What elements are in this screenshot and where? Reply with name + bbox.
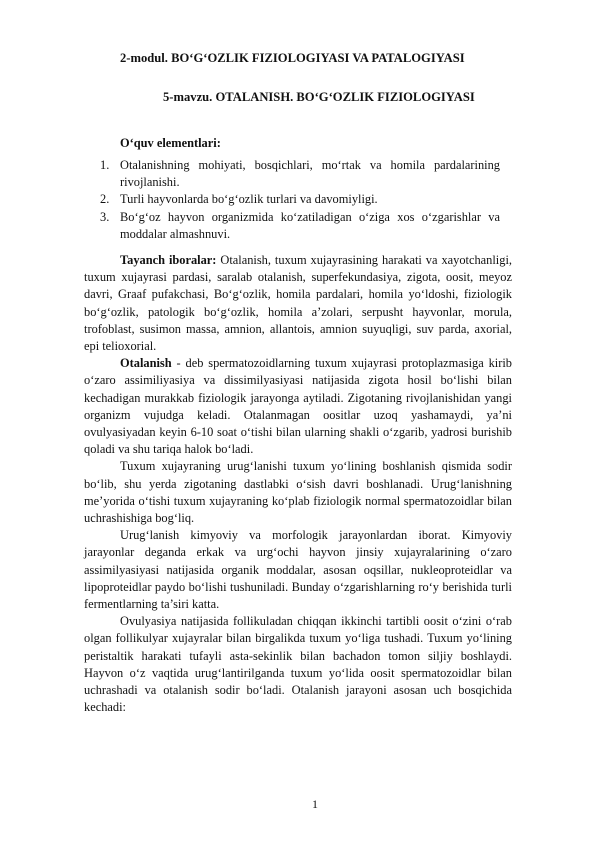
topic-title: 5-mavzu. OTALANISH. BO‘G‘OZLIK FIZIOLOGIYASI [163, 90, 475, 104]
list-item-number: 1. [100, 158, 110, 172]
body-text [84, 252, 512, 716]
paragraph-lead: Tayanch iboralar: [120, 253, 217, 267]
learning-elements-list [100, 157, 500, 243]
paragraph-lead: Otalanish [120, 356, 172, 371]
list-item-number: 2. [100, 192, 110, 207]
paragraph-text: - deb spermatozoidlarning tuxum xujayrasi protoplazmasiga kirib o‘zaro assimiliyasiya va dissimilyasiyasi natijasida zigota hosil bo‘lishi bilan kechadigan murakkab fiziologik jarayonga aytiladi. Zigotaning rivojlanishidan yangi organizm vujudga keladi. Otalanmagan oositlar uzoq yashamaydi, ya’ni ovulyasiyadan keyin 6-10 soat o‘tishi bilan ularning shakli o‘zgarib, yadrosi burishib qoladi va shu tariqa halok bo‘ladi. [84, 356, 512, 457]
list-item [100, 191, 500, 208]
list-item [100, 209, 500, 243]
paragraph-text: Tuxum xujayraning urug‘lanishi tuxum yo‘lining boshlanish qismida sodir bo‘lib, shu yerda zigotaning dastlabki o‘sish davri boshlanadi. Urug‘lanishning me’yorida o‘tishi tuxum xujayraning ko‘plab fiziologik normal spermatozoidlar bilan uchrashishiga bog‘liq. [84, 459, 512, 526]
learning-elements-heading: O‘quv elementlari: [120, 136, 221, 150]
key-terms-paragraph [84, 252, 512, 355]
paragraph-text: Otalanish, tuxum xujayrasining harakati va xayotchanligi, tuxum xujayrasi pardasi, saralab otalanish, superfekundasiya, zigota, oosit, meyoz davri, Graaf pufakchasi, Bo‘g‘ozlik, homila pardalari, homila yo‘ldoshi, fiziologik bo‘g‘ozlik, patologik bo‘g‘ozlik, homila a’zolari, serpusht hayvonlar, morula, trofoblast, susimon massa, amnion, allantois, amnion suyuqligi, suv parda, axorial, epi telioxorial. [84, 253, 512, 354]
body-paragraph [84, 613, 512, 716]
list-item-text: Otalanishning mohiyati, bosqichlari, mo‘rtak va homila pardalarining rivojlanishi. [120, 158, 500, 190]
body-paragraph [84, 527, 512, 613]
body-paragraph [84, 458, 512, 527]
list-item-number: 3. [100, 209, 110, 224]
paragraph-text: Ovulyasiya natijasida follikuladan chiqqan ikkinchi tartibli oosit o‘zini o‘rab olgan follikulyar xujayralar bilan birgalikda tuxum yo‘liga tushadi. Tuxum yo‘lining peristaltik harakati tufayli asta-sekinlik bilan bachadon tomon siljiy boshlaydi. Hayvon o‘z vaqtida urug‘lantirilganda tuxum yo‘lida oosit spermatozoidlar bilan uchrashadi va otalanish sodir bo‘ladi. Otalanish jarayoni asosan uch bosqichida kechadi: [84, 614, 512, 715]
list-item-text: Bo‘g‘oz hayvon organizmida ko‘zatiladigan o‘ziga xos o‘zgarishlar va moddalar almashnuvi. [120, 209, 500, 241]
list-item [100, 157, 500, 191]
list-item-text: Turli hayvonlarda bo‘g‘ozlik turlari va davomiyligi. [120, 192, 378, 207]
module-title: 2-modul. BO‘G‘OZLIK FIZIOLOGIYASI VA PATALOGIYASI [120, 51, 465, 65]
fertilization-definition-paragraph [84, 355, 512, 458]
paragraph-text: Urug‘lanish kimyoviy va morfologik jarayonlardan iborat. Kimyoviy jarayonlar deganda erkak va urg‘ochi hayvon jinsiy xujayralarining o‘zaro assimilyasiyasi natijasida organik moddalar, asosan oqsillar, nukleoproteidlar va lipoproteidlar paydo bo‘lishi tushuniladi. Bunday o‘zgarishlarning ro‘y berishida turli fermentlarning ta’siri katta. [84, 528, 512, 612]
page-number: 1 [312, 797, 318, 811]
